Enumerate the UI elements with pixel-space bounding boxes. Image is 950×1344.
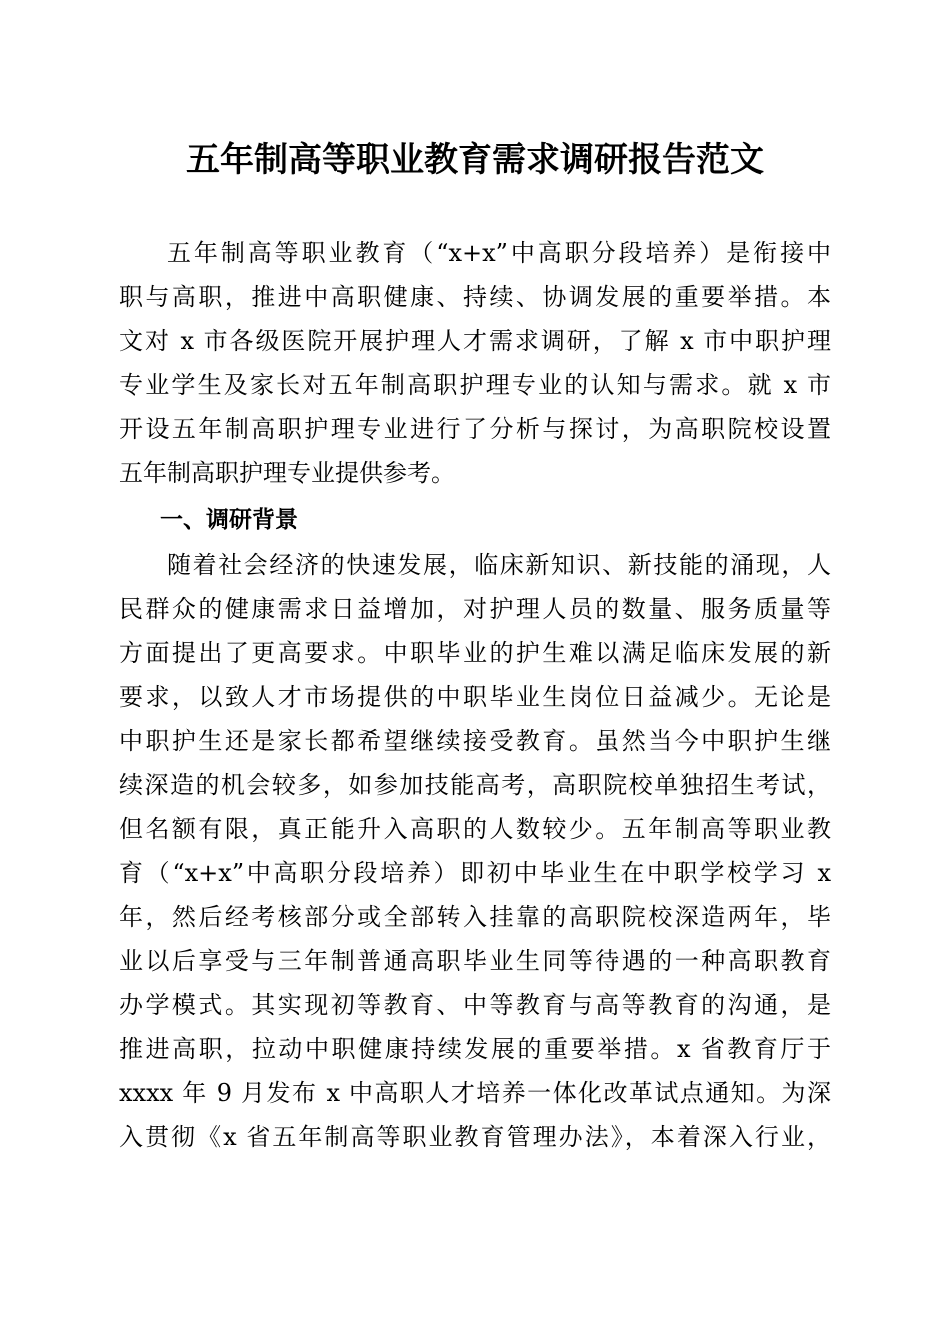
body-line: 入贯彻《x 省五年制高等职业教育管理办法》，本着深入行业， (119, 1123, 831, 1151)
body-line: 年，然后经考核部分或全部转入挂靠的高职院校深造两年，毕 (119, 903, 831, 931)
intro-line: 开设五年制高职护理专业进行了分析与探讨，为高职院校设置 (119, 415, 831, 443)
body-line: 育（“x+x”中高职分段培养）即初中毕业生在中职学校学习 x (119, 859, 831, 887)
intro-line: 五年制高等职业教育（“x+x”中高职分段培养）是衔接中 (167, 239, 831, 267)
body-line: 业以后享受与三年制普通高职毕业生同等待遇的一种高职教育 (119, 947, 831, 975)
document-title: 五年制高等职业教育需求调研报告范文 (186, 140, 764, 180)
body-line: 要求，以致人才市场提供的中职毕业生岗位日益减少。无论是 (119, 683, 831, 711)
intro-line: 五年制高职护理专业提供参考。 (119, 459, 455, 487)
intro-line: 职与高职，推进中高职健康、持续、协调发展的重要举措。本 (119, 283, 831, 311)
section-heading: 一、调研背景 (160, 507, 298, 533)
intro-line: 专业学生及家长对五年制高职护理专业的认知与需求。就 x 市 (119, 371, 831, 399)
body-line: xxxx 年 9 月发布 x 中高职人才培养一体化改革试点通知。为深 (119, 1079, 831, 1107)
body-line: 民群众的健康需求日益增加，对护理人员的数量、服务质量等 (119, 595, 831, 623)
body-line: 推进高职，拉动中职健康持续发展的重要举措。x 省教育厅于 (119, 1035, 831, 1063)
body-line: 办学模式。其实现初等教育、中等教育与高等教育的沟通，是 (119, 991, 831, 1019)
body-line: 但名额有限，真正能升入高职的人数较少。五年制高等职业教 (119, 815, 831, 843)
body-line: 随着社会经济的快速发展，临床新知识、新技能的涌现，人 (167, 551, 831, 579)
body-line: 续深造的机会较多，如参加技能高考，高职院校单独招生考试， (119, 771, 831, 799)
intro-line: 文对 x 市各级医院开展护理人才需求调研，了解 x 市中职护理 (119, 327, 831, 355)
body-line: 方面提出了更高要求。中职毕业的护生难以满足临床发展的新 (119, 639, 831, 667)
body-line: 中职护生还是家长都希望继续接受教育。虽然当今中职护生继 (119, 727, 831, 755)
